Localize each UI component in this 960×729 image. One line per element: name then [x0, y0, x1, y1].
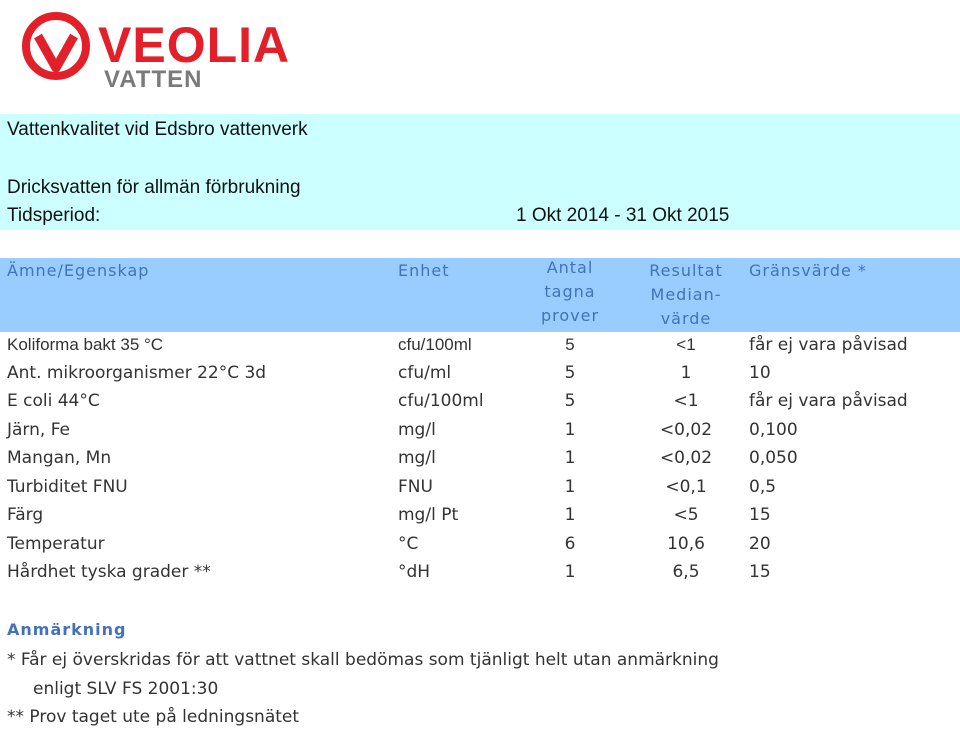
- cell-limit: 15: [749, 505, 771, 525]
- table-row: [0, 501, 960, 529]
- cell-substance: Hårdhet tyska grader **: [7, 562, 211, 582]
- header-result-line: Resultat: [649, 261, 723, 280]
- cell-result: 1: [680, 363, 692, 383]
- header-count: [520, 256, 620, 328]
- cell-unit: °dH: [398, 562, 431, 582]
- cell-unit: cfu/100ml: [398, 391, 484, 411]
- table-header: [0, 258, 960, 332]
- header-limit: Gränsvärde *: [749, 261, 867, 280]
- cell-unit: cfu/ml: [398, 363, 452, 383]
- cell-result: <1: [673, 391, 699, 411]
- table-row: [0, 387, 960, 415]
- table-row: [0, 558, 960, 586]
- cell-count: 1: [564, 448, 576, 468]
- cell-limit: får ej vara påvisad: [749, 335, 908, 355]
- cell-substance: E coli 44°C: [7, 391, 100, 411]
- cell-count: 1: [564, 562, 576, 582]
- cell-count: 5: [565, 335, 575, 354]
- header-count-line: Antal: [546, 258, 594, 277]
- cell-count: 6: [564, 534, 576, 554]
- period-label: Tidsperiod:: [7, 205, 101, 226]
- cell-limit: 15: [749, 562, 771, 582]
- cell-unit: mg/l: [398, 420, 436, 440]
- cell-result: 6,5: [672, 562, 700, 582]
- cell-unit: mg/l Pt: [398, 505, 459, 525]
- header-count-line: prover: [540, 306, 600, 325]
- remarks-title: Anmärkning: [7, 620, 127, 639]
- header-substance: Ämne/Egenskap: [7, 261, 150, 280]
- cell-count: 5: [564, 391, 576, 411]
- logo-wordmark: VEOLIA: [98, 17, 291, 73]
- cell-count: 1: [564, 420, 576, 440]
- remark-line: enligt SLV FS 2001:30: [33, 679, 219, 699]
- header-result-line: värde: [660, 309, 712, 328]
- cell-count: 1: [564, 477, 576, 497]
- cell-unit: FNU: [398, 477, 433, 497]
- cell-substance: Turbiditet FNU: [7, 477, 128, 497]
- cell-substance: Järn, Fe: [7, 420, 71, 440]
- cell-substance: Koliforma bakt 35 °C: [7, 335, 164, 354]
- veolia-logo: [16, 6, 316, 94]
- table-row: [0, 473, 960, 501]
- cell-unit: °C: [398, 534, 419, 554]
- table-row: [0, 444, 960, 472]
- cell-unit: mg/l: [398, 448, 436, 468]
- table-row: [0, 359, 960, 387]
- cell-result: <5: [673, 505, 699, 525]
- header-result-line: Median-: [650, 285, 722, 304]
- page-subtitle: Dricksvatten för allmän förbrukning: [7, 177, 301, 198]
- remark-line: * Får ej överskridas för att vattnet skall bedömas som tjänligt helt utan anmärkning: [7, 650, 719, 670]
- cell-limit: får ej vara påvisad: [749, 391, 908, 411]
- cell-result: <0,02: [659, 420, 713, 440]
- cell-result: <0,02: [659, 448, 713, 468]
- veolia-logo-emblem-icon: [16, 6, 96, 86]
- cell-unit: cfu/100ml: [398, 335, 472, 354]
- table-row: [0, 530, 960, 558]
- cell-substance: Mangan, Mn: [7, 448, 112, 468]
- logo-subname: VATTEN: [104, 66, 203, 93]
- cell-substance: Färg: [7, 505, 44, 525]
- cell-count: 1: [564, 505, 576, 525]
- period-value: 1 Okt 2014 - 31 Okt 2015: [516, 205, 730, 226]
- cell-result: <0,1: [665, 477, 707, 497]
- cell-limit: 0,100: [749, 420, 798, 440]
- cell-count: 5: [564, 363, 576, 383]
- table-row: [0, 416, 960, 444]
- page-title: Vattenkvalitet vid Edsbro vattenverk: [7, 119, 308, 140]
- table-row: [0, 331, 960, 359]
- cell-limit: 0,050: [749, 448, 798, 468]
- cell-result: <1: [676, 335, 696, 354]
- cell-limit: 20: [749, 534, 771, 554]
- header-count-line: tagna: [544, 282, 596, 301]
- remark-line: ** Prov taget ute på ledningsnätet: [7, 707, 300, 727]
- header-result: [626, 259, 746, 331]
- cell-substance: Ant. mikroorganismer 22°C 3d: [7, 363, 267, 383]
- cell-limit: 10: [749, 363, 771, 383]
- cell-substance: Temperatur: [7, 534, 105, 554]
- header-unit: Enhet: [398, 261, 450, 280]
- cell-result: 10,6: [667, 534, 705, 554]
- cell-limit: 0,5: [749, 477, 777, 497]
